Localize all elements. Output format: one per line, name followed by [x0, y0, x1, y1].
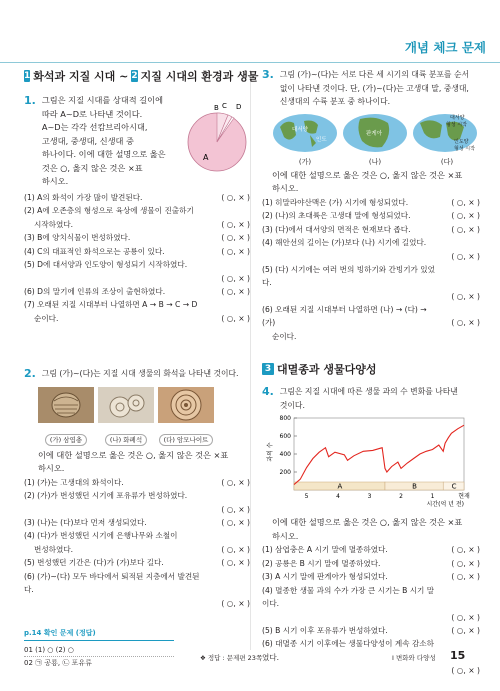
answer-option: [24, 258, 250, 272]
section-badge-2: 2: [131, 71, 138, 81]
stem-line: 그림은 지질 시대를 상대적 길이에: [41, 95, 163, 105]
trilobite-image: [38, 387, 94, 423]
stem-line: 하시오.: [272, 183, 299, 193]
answer-option: [262, 543, 480, 557]
stem-line: 신생대의 수륙 분포 중 하나이다.: [279, 97, 391, 106]
ox-mark-choice[interactable]: ( ○, × ): [221, 286, 250, 296]
ox-mark-choice[interactable]: ( ○, × ): [221, 517, 250, 527]
nummulite-image: [98, 387, 154, 423]
section-title-part2: 지질 시대의 환경과 생물: [140, 70, 259, 83]
continent-maps: [272, 113, 480, 167]
option-text: (6) 오래된 지질 시대부터 나열하면 (나) → (다) → (가): [262, 304, 427, 327]
ox-mark-choice[interactable]: ( ○, × ): [451, 612, 480, 622]
answer-option: [24, 285, 250, 299]
check-answer-box: [24, 628, 174, 669]
footer-answer-note: ❖ 정답 : 문제편 23쪽: [200, 654, 263, 662]
answer-option: [262, 584, 480, 611]
stem-line: 것이다.: [279, 400, 305, 410]
map-label-indian-ocean: 인도양: [454, 138, 469, 145]
answer-option: [24, 298, 250, 325]
option-text: (6) (가)~(다) 모두 바다에서 퇴적된 지층에서 발견된다.: [24, 571, 200, 594]
stem-line: 없이 나타낸 것이다. 단, (가)~(다)는 고생대 말, 중생대,: [279, 83, 469, 93]
question-4-stem: [280, 385, 458, 412]
option-text: (4) 해안선의 길이는 (가)보다 (나) 시기에 길었다.: [262, 238, 427, 247]
map-ga: [272, 113, 338, 167]
answer-option: [24, 191, 250, 205]
question-3-stem: [280, 68, 469, 109]
globe-da: [412, 113, 482, 153]
answer-option: [24, 245, 250, 259]
option-text: (4) C의 대표적인 화석으로는 공룡이 있다.: [24, 246, 165, 256]
question-3-number: 3.: [262, 68, 274, 81]
x-tick-label: 3: [367, 493, 372, 500]
stem-line: 이에 대한 설명으로 옳은 것은 ○, 옳지 않은 것은 ×표: [272, 517, 463, 527]
globe-ga: [272, 113, 338, 153]
globe-na: [342, 113, 408, 153]
section-title-part1: 화석과 지질 시대 ~: [33, 70, 129, 83]
x-axis-label: 시간(억 년 전): [426, 501, 464, 508]
page-number: 15: [450, 649, 466, 662]
y-tick-label: 200: [279, 469, 291, 476]
ox-mark-choice[interactable]: ( ○, × ): [451, 666, 480, 675]
ox-mark-choice[interactable]: ( ○, × ): [221, 246, 250, 256]
answer-option: [262, 196, 480, 210]
ox-mark-choice[interactable]: ( ○, × ): [451, 545, 480, 554]
chart-frame: [294, 418, 464, 490]
globe-label-ga: (가): [298, 157, 312, 166]
x-tick-label: 4: [336, 493, 340, 500]
ox-mark-choice[interactable]: ( ○, × ): [221, 219, 250, 229]
option-text: (3) (다)에서 대서양의 면적은 현재보다 좁다.: [262, 224, 411, 234]
answer-option: [24, 204, 250, 231]
question-2-stem: 그림 (가)~(다)는 지질 시대 생물의 화석을 나타낸 것이다.: [41, 369, 239, 378]
option-text: (5) B 시기 이후 포유류가 번성하였다.: [262, 625, 388, 635]
ox-mark-choice[interactable]: ( ○, × ): [451, 224, 480, 234]
map-na: [342, 113, 408, 167]
geologic-time-pie: [184, 102, 250, 174]
map-label-atlantic: 대서양: [450, 114, 465, 121]
stem-line: 이에 대한 설명으로 옳은 것은 ○, 옳지 않은 것은 ×표: [38, 449, 229, 460]
option-text: (6) D의 말기에 인류의 조상이 출현하였다.: [24, 286, 166, 296]
stem-line: A~D는 각각 선캄브리아시대,: [41, 122, 148, 132]
map-label-pangaea: 판게아: [366, 130, 382, 137]
fossil-ammonite: [158, 387, 214, 446]
stem-line: 하시오.: [41, 176, 69, 186]
x-tick-label: 현재: [458, 493, 470, 500]
option-text: (1) A의 화석이 가장 많이 발견된다.: [24, 192, 143, 202]
y-axis-label: 과의 수: [267, 442, 274, 462]
ox-mark-choice[interactable]: ( ○, × ): [221, 313, 250, 323]
y-tick-label: 400: [279, 451, 291, 458]
option-text: (4) (다)가 번성했던 시기에 은행나무와 소철이: [24, 531, 178, 540]
fossil-trilobite: [38, 387, 94, 446]
answer-option: [24, 516, 250, 530]
check-answer-title: p.14 확인 문제 (정답): [24, 628, 96, 637]
stem-line: 하시오.: [38, 463, 65, 473]
stem-line: 것은 ○, 옳지 않은 것은 ×표: [41, 162, 143, 173]
fossil-images: [38, 387, 250, 446]
section-title-3-text: 대멸종과 생물다양성: [277, 363, 377, 376]
answer-option: [24, 231, 250, 245]
option-text: (2) (가)가 번성했던 시기에 포유류가 번성하였다.: [24, 491, 188, 500]
stem-line: 하시오.: [272, 530, 299, 541]
question-2-stem2: [38, 449, 250, 476]
period-label: B: [412, 482, 417, 491]
question-2-header: [24, 367, 250, 381]
answer-option: [262, 637, 480, 664]
answer-option: [262, 303, 480, 344]
left-column: [24, 68, 259, 669]
period-label: C: [451, 482, 457, 491]
option-text: (2) (나)의 초대륙은 고생대 말에 형성되었다.: [262, 211, 411, 220]
question-1-number: 1.: [24, 94, 36, 107]
ox-mark-choice[interactable]: ( ○, × ): [451, 197, 480, 207]
x-tick-label: 1: [430, 493, 435, 500]
answer-option: [24, 529, 250, 556]
option-text: (6) 대멸종 시기 이후에는 생물다양성이 계속 감소하였다.: [262, 639, 434, 662]
question-1-options: [24, 191, 250, 326]
ox-mark-choice[interactable]: ( ○, × ): [221, 477, 250, 487]
question-2: [24, 367, 250, 610]
question-3: [262, 68, 480, 343]
ox-mark-choice[interactable]: ( ○, × ): [221, 558, 250, 567]
stem-line: 이에 대한 설명으로 옳은 것은 ○, 옳지 않은 것은 ×표: [272, 169, 463, 180]
option-text: (7) 오래된 지질 시대부터 나열하면 A → B → C → D: [24, 300, 198, 309]
answer-option: [262, 624, 480, 638]
section-title-3: [262, 361, 480, 377]
option-text: (5) D에 대서양과 인도양이 형성되기 시작하였다.: [24, 260, 188, 269]
ox-mark-choice[interactable]: ( ○, × ): [451, 318, 480, 327]
answer-option: [24, 556, 250, 570]
ox-mark-choice[interactable]: ( ○, × ): [221, 192, 250, 202]
ox-mark-choice[interactable]: ( ○, × ): [451, 211, 480, 220]
question-2-number: 2.: [24, 367, 36, 380]
ox-mark-choice[interactable]: ( ○, × ): [451, 625, 480, 635]
map-label-india: 인도: [316, 136, 327, 143]
pie-label-b: B: [214, 104, 219, 112]
option-text: (2) A에 오존층의 형성으로 육상에 생물이 진출하기: [24, 206, 194, 215]
stem-line: 고생대, 중생대, 신생대 중: [41, 135, 134, 146]
map-label-atlantic-start: 형성 시작: [446, 121, 467, 128]
answer-option: [262, 236, 480, 250]
question-2-options: [24, 476, 250, 610]
option-text: (4) 멸종한 생물 과의 수가 가장 큰 시기는 B 시기 말이다.: [262, 585, 435, 608]
fossil-nummulite: [98, 387, 154, 446]
option-text-cont: 순이다.: [34, 313, 59, 323]
option-text: (3) (나)는 (다)보다 먼저 생성되었다.: [24, 517, 147, 527]
section-badge-3: 3: [262, 363, 274, 375]
period-label: A: [337, 482, 343, 491]
ox-mark-choice[interactable]: ( ○, × ): [451, 251, 480, 261]
answer-option: [262, 570, 480, 584]
caption-nummulite: (나) 화폐석: [105, 434, 147, 446]
pie-label-d: D: [236, 103, 242, 111]
family-count-chart: [264, 412, 474, 512]
page-header-title: 개념 체크 문제: [404, 40, 486, 55]
caption-trilobite: (가) 삼엽충: [45, 434, 87, 446]
option-text: (1) 삼엽충은 A 시기 말에 멸종하였다.: [262, 545, 388, 554]
section-badge-1: 1: [24, 71, 31, 81]
ox-mark-choice[interactable]: ( ○, × ): [221, 273, 250, 283]
ox-mark-choice[interactable]: ( ○, × ): [221, 504, 250, 514]
option-text-cont: 순이다.: [272, 331, 297, 341]
question-1: [24, 94, 250, 325]
map-label-indian-start: 형성 시작: [454, 145, 475, 152]
x-tick-label: 5: [304, 493, 309, 500]
option-text: (3) A 시기 말에 판게아가 형성되었다.: [262, 572, 388, 581]
option-text-cont: 번성하였다.: [34, 544, 74, 554]
map-da: [412, 113, 482, 167]
x-tick-label: 2: [399, 493, 403, 500]
stem-line: 하나이다. 이에 대한 설명으로 옳은: [41, 149, 166, 159]
ox-mark-choice[interactable]: ( ○, × ): [221, 233, 250, 242]
y-tick-label: 600: [279, 433, 291, 440]
question-4-stem2: [272, 516, 480, 543]
header-rule: [0, 62, 500, 63]
option-text: (5) (다) 시기에는 여러 번의 빙하기와 간빙기가 있었다.: [262, 264, 435, 287]
question-4-number: 4.: [262, 385, 274, 398]
answer-option: [262, 223, 480, 237]
column-divider: [250, 70, 251, 650]
question-3-stem2: [272, 169, 480, 196]
check-answer-1: 01 (1) ○ (2) ○: [24, 645, 74, 654]
ox-mark-choice[interactable]: ( ○, × ): [221, 598, 250, 608]
section-title-1-2: [24, 68, 259, 84]
question-3-options: [262, 196, 480, 344]
stem-line: 그림은 지질 시대에 따른 생물 과의 수 변화를 나타낸: [279, 387, 458, 396]
answer-option: [24, 570, 250, 597]
globe-label-da: (다): [440, 157, 454, 166]
map-label-atlantic-ga: 대서양: [292, 126, 308, 133]
pie-label-c: C: [222, 102, 227, 110]
caption-ammonite: (다) 암모나이트: [159, 434, 214, 446]
y-tick-label: 800: [279, 415, 291, 422]
footer-section: Ⅰ 변화와 다양성: [392, 654, 436, 662]
option-text: (2) 공룡은 B 시기 말에 멸종하였다.: [262, 558, 381, 568]
answer-option: [262, 209, 480, 223]
option-text: (3) B에 양치식물이 번성하였다.: [24, 233, 131, 242]
stem-line: 따라 A~D로 나타낸 것이다.: [41, 108, 143, 119]
question-4-options: [262, 543, 480, 677]
question-4: [262, 385, 480, 677]
right-column: [262, 68, 480, 677]
globe-label-na: (나): [368, 157, 382, 166]
ox-mark-choice[interactable]: ( ○, × ): [451, 572, 480, 581]
answer-option: [24, 476, 250, 490]
option-text: (1) (가)는 고생대의 화석이다.: [24, 477, 124, 487]
answer-option: [262, 557, 480, 571]
ammonite-image: [158, 387, 214, 423]
option-text: (1) 히말라야산맥은 (가) 시기에 형성되었다.: [262, 197, 409, 207]
answer-option: [262, 263, 480, 290]
answer-option: [24, 489, 250, 503]
stem-line: 그림 (가)~(다)는 서로 다른 세 시기의 대륙 분포를 순서: [279, 70, 470, 79]
ox-mark-choice[interactable]: ( ○, × ): [451, 291, 480, 301]
ox-mark-choice[interactable]: ( ○, × ): [451, 558, 480, 568]
pie-label-a: A: [203, 153, 209, 162]
question-1-stem: [42, 94, 166, 189]
option-text-cont: 시작하였다.: [34, 219, 74, 229]
check-answer-2: 02 ㉠ 공룡, ㉡ 포유류: [24, 658, 92, 667]
option-text: (5) 번성했던 기간은 (다)가 (가)보다 길다.: [24, 558, 164, 567]
ox-mark-choice[interactable]: ( ○, × ): [221, 544, 250, 554]
